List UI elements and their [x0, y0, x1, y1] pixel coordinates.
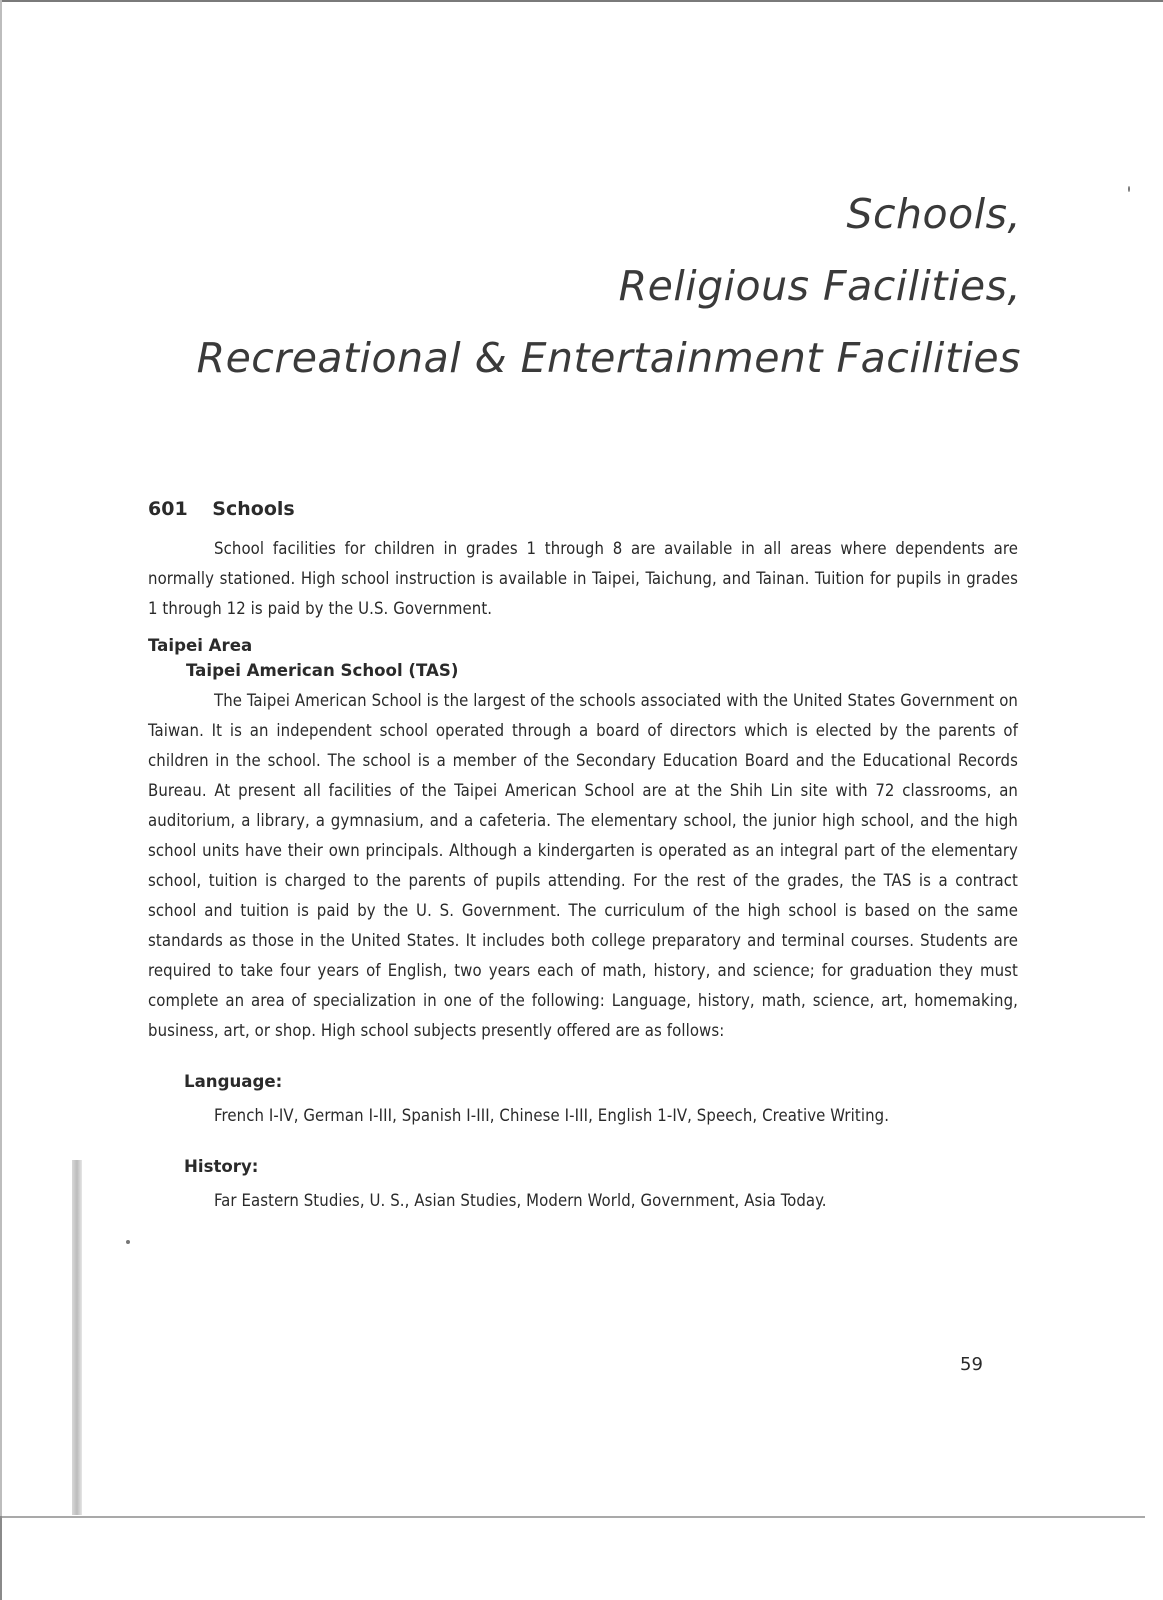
subject-category-label: Language: [184, 1072, 283, 1091]
title-line-3: Recreational & Entertainment Facilities [196, 334, 1021, 382]
subject-course-list: Far Eastern Studies, U. S., Asian Studies, Modern World, Government, Asia Today. [214, 1191, 827, 1210]
subject-category-label: History: [184, 1157, 259, 1176]
subject-course-list: French I-IV, German I-III, Spanish I-III, Chinese I-III, English 1-IV, Speech, Creative Writing. [214, 1106, 890, 1125]
page-body [148, 498, 1018, 1216]
title-line-2: Religious Facilities, [618, 262, 1021, 310]
scan-lower-left-edge [0, 1516, 2, 1600]
scan-top-edge [0, 0, 1163, 2]
section-number: 601 [148, 498, 188, 520]
title-line-1: Schools, [846, 190, 1021, 238]
scan-left-edge [0, 0, 2, 1600]
scan-speck [1128, 186, 1130, 192]
section-heading [148, 498, 1018, 520]
intro-paragraph: School facilities for children in grades 1 through 8 are available in all areas where dependents are normally stationed. High school instruction is available in Taipei, Taichung, and Tainan. Tuition for pupils in grades 1 through 12 is paid by the U.S. Government. [148, 539, 1018, 618]
binding-shadow [72, 1160, 82, 1515]
chapter-title [197, 178, 1021, 394]
scan-speck [126, 1240, 130, 1244]
school-description: The Taipei American School is the largest of the schools associated with the United States Government on Taiwan. It is an independent school operated through a board of directors which is elected by the parents of children in the school. The school is a member of the Secondary Education Board and the Educational Records Bureau. At present all facilities of the Taipei American School are at the Shih Lin site with 72 classrooms, an auditorium, a library, a gymnasium, and a cafeteria. The elementary school, the junior high school, and the high school units have their own principals. Although a kindergarten is operated as an integral part of the elementary school, tuition is charged to the parents of pupils attending. For the rest of the grades, the TAS is a contract school and tuition is paid by the U. S. Government. The curriculum of the high school is based on the same standards as those in the United States. It includes both college preparatory and terminal courses. Students are required to take four years of English, two years each of math, history, and science; for graduation they must complete an area of specialization in one of the following: Language, history, math, science, art, homemaking, business, art, or shop. High school subjects presently offered are as follows: [148, 691, 1018, 1040]
school-heading: Taipei American School (TAS) [186, 661, 459, 680]
area-heading: Taipei Area [148, 636, 253, 655]
page-bottom-edge [0, 1516, 1145, 1518]
section-title: Schools [212, 498, 295, 520]
page-number: 59 [960, 1354, 983, 1375]
